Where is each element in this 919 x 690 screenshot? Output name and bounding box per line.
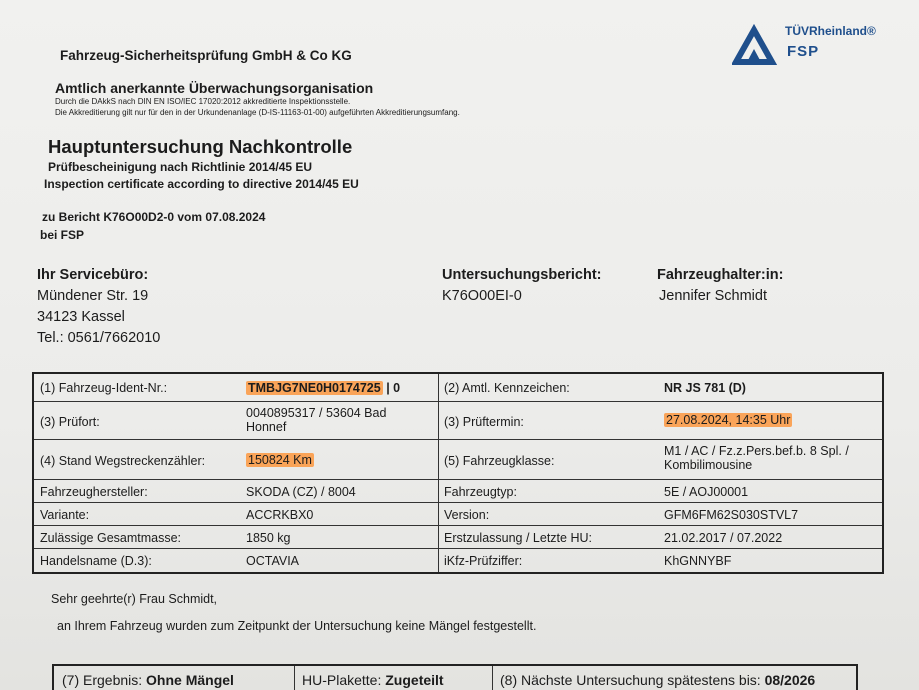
table-row (34, 503, 882, 526)
registration-label: Erstzulassung / Letzte HU: (444, 531, 592, 545)
table-row (34, 549, 882, 572)
accreditation-line-1: Durch die DAkkS nach DIN EN ISO/IEC 17020:2012 akkreditierte Inspektionsstelle. (55, 97, 351, 106)
letter-finding: an Ihrem Fahrzeug wurden zum Zeitpunkt der Untersuchung keine Mängel festgestellt. (57, 619, 537, 633)
inspection-place-value: 0040895317 / 53604 Bad Honnef (246, 406, 387, 434)
logo-fsp-text: FSP (787, 43, 820, 60)
report-number: K76O00EI-0 (442, 288, 522, 304)
variant-label: Variante: (40, 508, 90, 522)
report-reference: zu Bericht K76O00D2-0 vom 07.08.2024 (42, 210, 266, 224)
service-office-street: Mündener Str. 19 (37, 288, 149, 304)
inspection-date-value: 27.08.2024, 14:35 Uhr (666, 413, 791, 427)
inspection-date-label: (3) Prüftermin: (444, 415, 524, 429)
result-cell: (7) Ergebnis: Ohne Mängel (62, 672, 234, 688)
gross-weight-label: Zulässige Gesamtmasse: (40, 531, 182, 545)
ikfz-value: KhGNNYBF (664, 554, 732, 568)
vehicle-class-label: (5) Fahrzeugklasse: (444, 454, 555, 468)
document-title: Hauptuntersuchung Nachkontrolle (48, 136, 353, 157)
version-label: Version: (444, 508, 490, 522)
table-row (34, 526, 882, 549)
trade-name-label: Handelsname (D.3): (40, 554, 152, 568)
next-inspection-cell: (8) Nächste Untersuchung spätestens bis: 08/2026 (500, 672, 816, 688)
gross-weight-value: 1850 kg (246, 531, 291, 545)
letter-greeting: Sehr geehrte(r) Frau Schmidt, (51, 592, 218, 606)
report-reference-location: bei FSP (40, 228, 85, 242)
trade-name-value: OCTAVIA (246, 554, 300, 568)
manufacturer-label: Fahrzeughersteller: (40, 485, 148, 499)
vehicle-data-table (32, 372, 884, 574)
inspection-place-label: (3) Prüfort: (40, 415, 100, 429)
certificate-subtitle-en: Inspection certificate according to directive 2014/45 EU (44, 177, 359, 191)
company-name: Fahrzeug-Sicherheitsprüfung GmbH & Co KG (60, 48, 352, 63)
table-row (34, 480, 882, 503)
result-divider (294, 666, 295, 690)
vehicle-type-value: 5E / AOJ00001 (664, 485, 749, 499)
registration-value: 21.02.2017 / 07.2022 (664, 531, 783, 545)
result-bar (52, 664, 858, 690)
service-office-city: 34123 Kassel (37, 309, 125, 325)
org-title: Amtlich anerkannte Überwachungsorganisation (55, 80, 374, 96)
plate-value: NR JS 781 (D) (664, 381, 746, 395)
variant-value: ACCRKBX0 (246, 508, 314, 522)
ikfz-label: iKfz-Prüfziffer: (444, 554, 523, 568)
manufacturer-value: SKODA (CZ) / 8004 (246, 485, 356, 499)
certificate-subtitle-de: Prüfbescheinigung nach Richtlinie 2014/45 EU (48, 160, 313, 174)
plakette-cell: HU-Plakette: Zugeteilt (302, 672, 444, 688)
vehicle-class-value: M1 / AC / Fz.z.Pers.bef.b. 8 Spl. / Kombilimousine (664, 444, 849, 472)
table-row (34, 440, 882, 480)
version-value: GFM6FM62S030STVL7 (664, 508, 799, 522)
report-heading: Untersuchungsbericht: (442, 267, 602, 283)
vin-value: TMBJG7NE0H0174725 | 0 (248, 381, 401, 395)
table-row (34, 402, 882, 440)
service-office-heading: Ihr Servicebüro: (37, 267, 149, 283)
odometer-label: (4) Stand Wegstreckenzähler: (40, 454, 206, 468)
vehicle-type-label: Fahrzeugtyp: (444, 485, 517, 499)
logo-brand-text: TÜVRheinland® (785, 24, 876, 38)
accreditation-line-2: Die Akkreditierung gilt nur für den in der Urkundenanlage (D-IS-11163-01-00) aufgeführten Akkreditierungsumfang. (55, 108, 460, 117)
odometer-value: 150824 Km (248, 453, 312, 467)
result-divider (492, 666, 493, 690)
vehicle-holder-name: Jennifer Schmidt (659, 288, 767, 304)
vehicle-holder-heading: Fahrzeughalter:in: (657, 267, 784, 283)
plate-label: (2) Amtl. Kennzeichen: (444, 381, 570, 395)
table-row (34, 374, 882, 402)
service-office-phone: Tel.: 0561/7662010 (37, 330, 161, 346)
vin-label: (1) Fahrzeug-Ident-Nr.: (40, 381, 168, 395)
